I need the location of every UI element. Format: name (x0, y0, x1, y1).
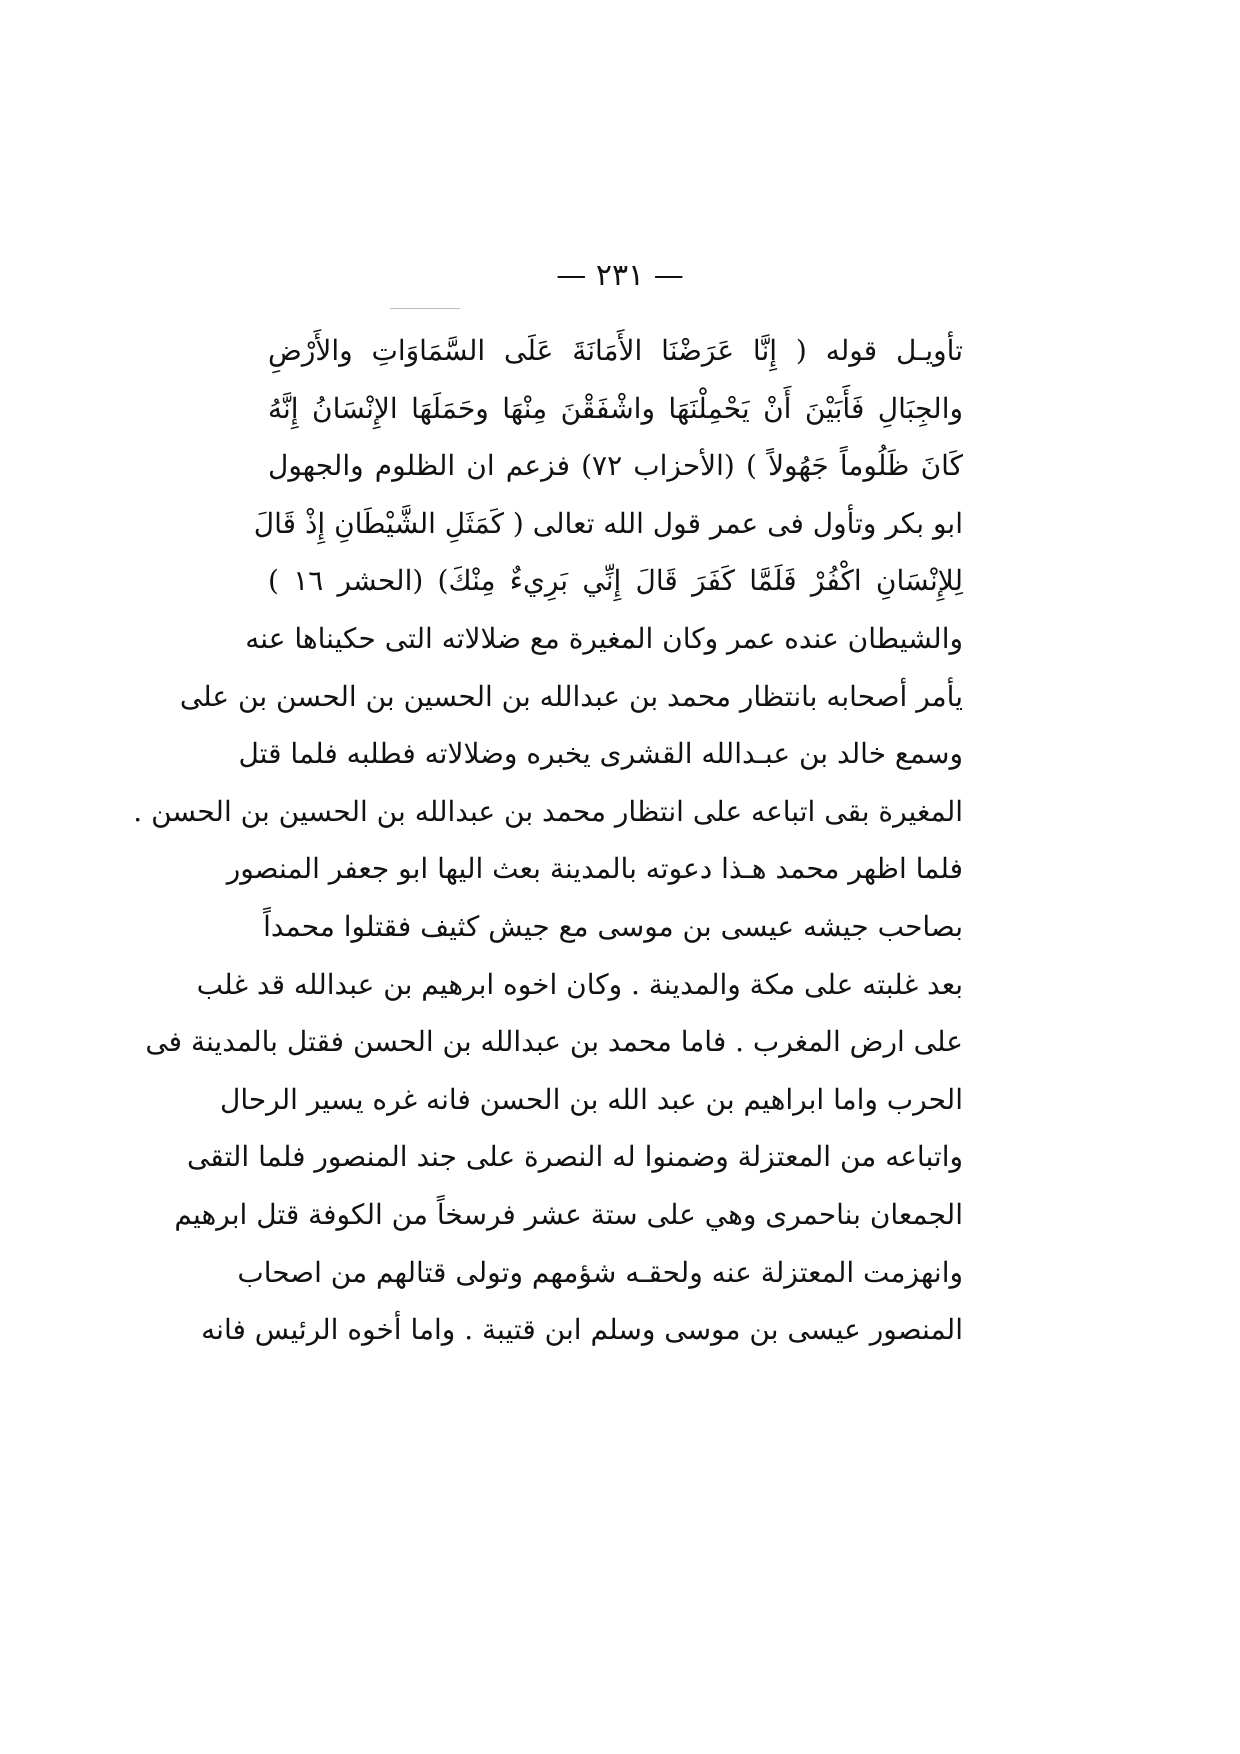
text-line: على ارض المغرب . فاما محمد بن عبدالله بن الحسن فقتل بالمدينة فى (145, 1025, 963, 1059)
text-line: المغيرة بقى اتباعه على انتظار محمد بن عبدالله بن الحسين بن الحسن . (133, 794, 963, 828)
header-divider (390, 308, 460, 309)
text-line: فلما اظهر محمد هـذا دعوته بالمدينة بعث اليها ابو جعفر المنصور (226, 852, 963, 886)
text-line: المنصور عيسى بن موسى وسلم ابن قتيبة . واما أخوه الرئيس فانه (201, 1313, 963, 1347)
text-line: تأويـل قوله ( إِنَّا عَرَضْنَا الأَمَانَةَ عَلَى السَّمَاوَاتِ والأَرْضِ (268, 334, 963, 367)
text-line: والجِبَالِ فَأَبَيْنَ أَنْ يَحْمِلْنَهَا واشْفَقْنَ مِنْهَا وحَمَلَهَا الإِنْسَانُ إِنَّهُ (268, 391, 963, 425)
text-line: وسمع خالد بن عبـدالله القشرى يخبره وضلالاته فطلبه فلما قتل (238, 737, 963, 771)
text-line: وانهزمت المعتزلة عنه ولحقـه شؤمهم وتولى قتالهم من اصحاب (237, 1255, 963, 1289)
text-line: بصاحب جيشه عيسى بن موسى مع جيش كثيف فقتلوا محمداً (263, 909, 963, 943)
text-line: لِلإِنْسَانِ اكْفُرْ فَلَمَّا كَفَرَ قَالَ إِنِّي بَرِيءٌ مِنْكَ) (الحشر ١٦ ) (268, 564, 964, 598)
text-line: والشيطان عنده عمر وكان المغيرة مع ضلالاته التى حكيناها عنه (245, 621, 963, 655)
text-line: الحرب واما ابراهيم بن عبد الله بن الحسن فانه غره يسير الرحال (219, 1082, 963, 1116)
text-line: بعد غلبته على مكة والمدينة . وكان اخوه ابرهيم بن عبدالله قد غلب (196, 967, 963, 1001)
page-number: — ٢٣١ — (556, 258, 684, 293)
text-line: الجمعان بناحمرى وهي على ستة عشر فرسخاً من الكوفة قتل ابرهيم (174, 1197, 963, 1231)
text-line: كَانَ ظَلُوماً جَهُولاً ) (الأحزاب ٧٢) فزعم ان الظلوم والجهول (268, 449, 963, 483)
text-line: يأمر أصحابه بانتظار محمد بن عبدالله بن الحسين بن الحسن بن على (179, 679, 963, 713)
arabic-text-block (133, 322, 964, 1359)
text-line: واتباعه من المعتزلة وضمنوا له النصرة على جند المنصور فلما التقى (186, 1140, 963, 1174)
text-line: ابو بكر وتأول فى عمر قول الله تعالى ( كَمَثَلِ الشَّيْطَانِ إِذْ قَالَ (253, 506, 963, 540)
